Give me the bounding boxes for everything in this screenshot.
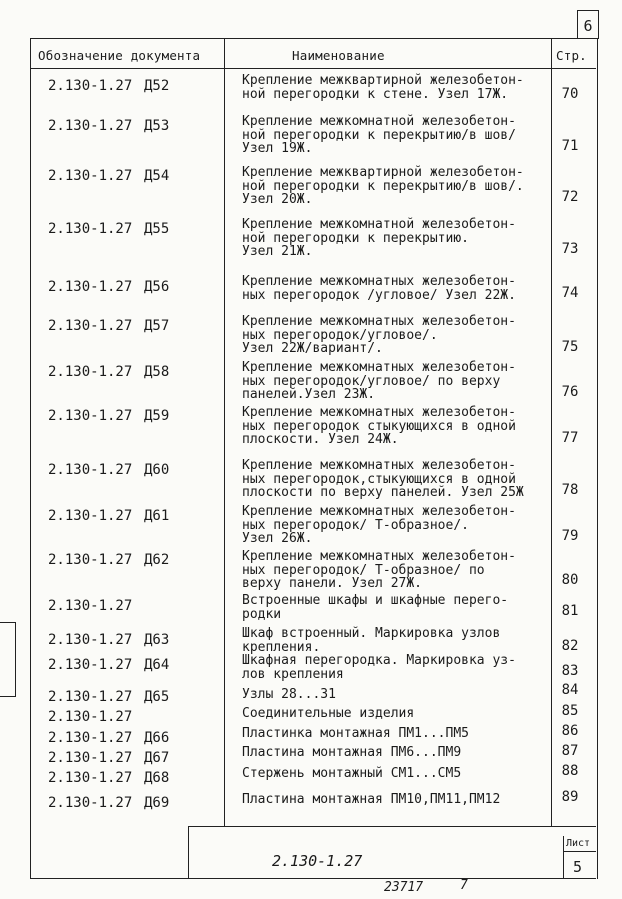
row-title: Стержень монтажный СМ1...СМ5 xyxy=(242,766,462,781)
row-page: 83 xyxy=(561,663,579,679)
row-page: 72 xyxy=(561,189,579,205)
doc-code: 2.130-1.27 Д55 xyxy=(48,221,170,237)
header-doc-designation: Обозначение документа xyxy=(38,48,201,63)
doc-code: 2.130-1.27 Д52 xyxy=(48,78,170,94)
row-title: Крепление межкомнатной железобетон- ной перегородки к перекрытию/в шов/ Узел 19Ж. xyxy=(242,114,516,156)
doc-code: 2.130-1.27 xyxy=(48,598,133,614)
doc-code: 2.130-1.27 Д67 xyxy=(48,750,170,766)
header-rule xyxy=(30,68,596,69)
row-title: Шкафная перегородка. Маркировка уз- лов крепления xyxy=(242,653,516,682)
row-title: Крепление межкомнатных железобетон- ных перегородок /угловое/ Узел 22Ж. xyxy=(242,274,516,303)
row-page: 70 xyxy=(561,86,579,102)
margin-mark xyxy=(0,622,16,623)
stamp-left-rule xyxy=(188,826,189,878)
row-page: 74 xyxy=(561,285,579,301)
doc-code: 2.130-1.27 Д60 xyxy=(48,462,170,478)
row-title: Пластинка монтажная ПМ1...ПМ5 xyxy=(242,726,469,741)
row-title: Встроенные шкафы и шкафные перего- родки xyxy=(242,593,509,622)
header-title: Наименование xyxy=(292,48,385,63)
inventory-number: 23717 xyxy=(384,880,424,895)
row-page: 88 xyxy=(561,763,579,779)
bottom-rule xyxy=(30,878,596,879)
header-page: Стр. xyxy=(556,48,587,63)
row-page: 85 xyxy=(561,703,579,719)
row-title: Крепление межкомнатных железобетон- ных перегородок/ Т-образное/ по верху панели. Узел 27Ж. xyxy=(242,549,516,591)
row-title: Крепление межквартирной железобетон- ной перегородки к перекрытию/в шов/. Узел 20Ж. xyxy=(242,165,524,207)
row-page: 89 xyxy=(561,789,579,805)
doc-code: 2.130-1.27 xyxy=(48,709,133,725)
doc-code: 2.130-1.27 Д54 xyxy=(48,168,170,184)
row-title: Крепление межкомнатных железобетон- ных перегородок/угловое/. Узел 22Ж/вариант/. xyxy=(242,314,516,356)
doc-code: 2.130-1.27 Д62 xyxy=(48,552,170,568)
row-title: Пластина монтажная ПМ10,ПМ11,ПМ12 xyxy=(242,792,501,807)
stamp-top-rule xyxy=(188,826,596,827)
stamp-sheet-number: 5 xyxy=(573,858,583,876)
row-title: Крепление межкомнатных железобетон- ных перегородок/ Т-образное/. Узел 26Ж. xyxy=(242,504,516,546)
row-page: 84 xyxy=(561,682,579,698)
row-title: Шкаф встроенный. Маркировка узлов крепления. xyxy=(242,626,501,655)
inventory-suffix: 7 xyxy=(460,878,468,893)
doc-code: 2.130-1.27 Д66 xyxy=(48,730,170,746)
page-number: 6 xyxy=(577,10,599,39)
doc-code: 2.130-1.27 Д64 xyxy=(48,657,170,673)
row-page: 79 xyxy=(561,528,579,544)
stamp-sheet-label: Лист xyxy=(566,838,591,849)
doc-code: 2.130-1.27 Д53 xyxy=(48,118,170,134)
stamp-document-code: 2.130-1.27 xyxy=(272,852,363,870)
row-page: 75 xyxy=(561,339,579,355)
row-title: Пластина монтажная ПМ6...ПМ9 xyxy=(242,745,462,760)
stamp-sheet-rule xyxy=(563,836,564,878)
row-title: Узлы 28...31 xyxy=(242,687,336,702)
row-title: Крепление межкомнатных железобетон- ных перегородок стыкующихся в одной плоскости. Узел 24Ж. xyxy=(242,405,516,447)
row-page: 73 xyxy=(561,241,579,257)
column-divider-1 xyxy=(224,38,225,826)
doc-code: 2.130-1.27 Д58 xyxy=(48,364,170,380)
row-title: Крепление межкомнатных железобетон- ных перегородок,стыкующихся в одной плоскости по верху панелей. Узел 25Ж xyxy=(242,458,524,500)
row-page: 82 xyxy=(561,638,579,654)
row-page: 76 xyxy=(561,384,579,400)
margin-mark xyxy=(15,622,16,696)
doc-code: 2.130-1.27 Д69 xyxy=(48,795,170,811)
row-title: Крепление межкомнатных железобетон- ных перегородок/угловое/ по верху панелей.Узел 23Ж. xyxy=(242,360,516,402)
row-title: Соединительные изделия xyxy=(242,706,415,721)
stamp-sheet-split xyxy=(563,851,596,852)
row-page: 81 xyxy=(561,603,579,619)
doc-code: 2.130-1.27 Д65 xyxy=(48,689,170,705)
doc-code: 2.130-1.27 Д68 xyxy=(48,770,170,786)
row-page: 78 xyxy=(561,482,579,498)
doc-code: 2.130-1.27 Д56 xyxy=(48,279,170,295)
row-page: 80 xyxy=(561,572,579,588)
doc-code: 2.130-1.27 Д57 xyxy=(48,318,170,334)
doc-code: 2.130-1.27 Д61 xyxy=(48,508,170,524)
row-page: 77 xyxy=(561,430,579,446)
row-page: 86 xyxy=(561,723,579,739)
row-title: Крепление межквартирной железобетон- ной перегородки к стене. Узел 17Ж. xyxy=(242,73,524,102)
row-page: 71 xyxy=(561,138,579,154)
row-title: Крепление межкомнатной железобетон- ной перегородки к перекрытию. Узел 21Ж. xyxy=(242,217,516,259)
doc-code: 2.130-1.27 Д59 xyxy=(48,408,170,424)
margin-mark xyxy=(0,696,16,697)
doc-code: 2.130-1.27 Д63 xyxy=(48,632,170,648)
row-page: 87 xyxy=(561,743,579,759)
column-divider-2 xyxy=(551,38,552,826)
